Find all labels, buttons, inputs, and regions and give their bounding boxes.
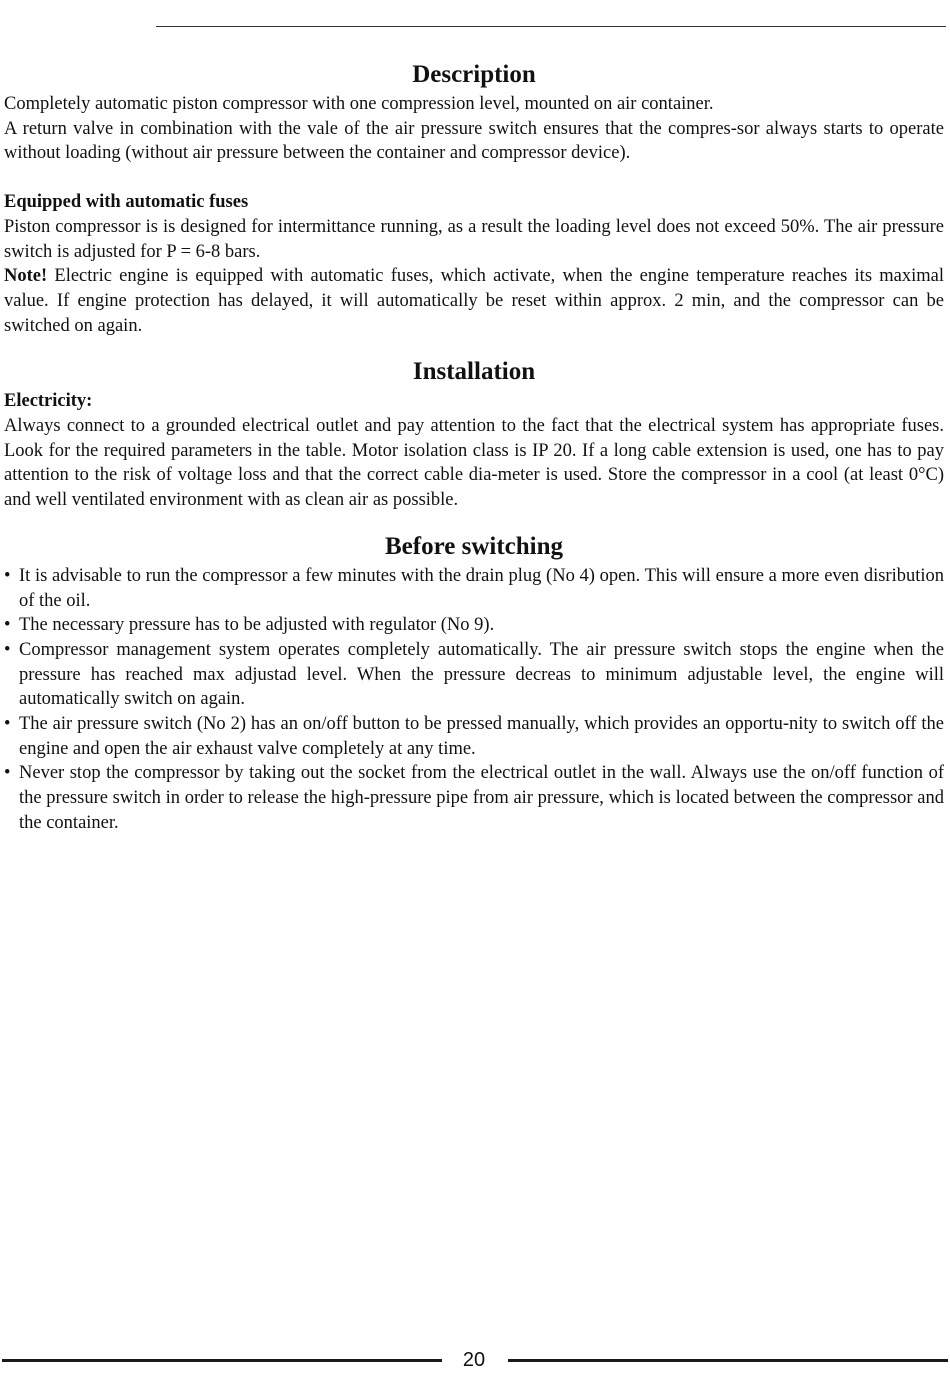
list-item-text: The air pressure switch (No 2) has an on/off button to be pressed manually, which provides an opportu-nity to switch off the engine and open the air exhaust valve completely at any time. — [19, 714, 944, 759]
header-rule — [156, 26, 946, 27]
list-item — [4, 761, 944, 835]
description-section — [4, 58, 944, 166]
fuses-section — [4, 190, 944, 338]
fuses-paragraph: Piston compressor is is designed for intermittance running, as a result the loading level does not exceed 50%. The air pressure switch is adjusted for P = 6-8 bars. — [4, 216, 944, 262]
before-switching-section — [4, 530, 944, 836]
note-text: Electric engine is equipped with automatic fuses, which activate, when the engine temperature reaches its maximal value. If engine protection has delayed, it will automatically be reset within approx. 2 min, and the compressor can be switched on again. — [4, 266, 944, 336]
list-item-text: It is advisable to run the compressor a few minutes with the drain plug (No 4) open. This will ensure a more even disribution of the oil. — [19, 565, 944, 611]
installation-section — [4, 355, 944, 513]
list-item — [4, 613, 944, 638]
bullet-icon: • — [4, 639, 11, 660]
description-paragraph-2: A return valve in combination with the vale of the air pressure switch ensures that the compres-sor always starts to operate without loading (without air pressure between the container and compressor device). — [4, 118, 944, 164]
description-paragraph-1: Completely automatic piston compressor with one compression level, mounted on air container. — [4, 94, 714, 114]
list-item — [4, 564, 944, 613]
description-heading: Description — [412, 61, 536, 88]
before-switching-heading: Before switching — [385, 532, 563, 560]
bullet-icon: • — [4, 763, 11, 784]
electricity-subheading: Electricity: — [4, 391, 93, 412]
bullet-icon: • — [4, 615, 11, 636]
before-switching-list — [4, 564, 944, 836]
bullet-icon: • — [4, 714, 11, 735]
list-item-text: The necessary pressure has to be adjusted with regulator (No 9). — [19, 615, 495, 636]
note-paragraph — [4, 264, 944, 338]
list-item — [4, 712, 944, 761]
list-item-text: Never stop the compressor by taking out the socket from the electrical outlet in the wall. Always use the on/off function of the pressure switch in order to release the high-pressure pipe from air pressure, which is located between the compressor and the container. — [19, 763, 944, 833]
list-item — [4, 638, 944, 712]
document-body — [4, 58, 944, 836]
footer-rule-left — [2, 1359, 442, 1362]
installation-heading: Installation — [412, 358, 536, 386]
footer-rule-right — [508, 1359, 948, 1362]
bullet-icon: • — [4, 565, 11, 586]
list-item-text: Compressor management system operates completely automatically. The air pressure switch stops the engine when the pressure has reached max adjustad level. When the pressure decreas to minimum adjustable level, the engine will automatically switch on again. — [19, 639, 944, 710]
page-number: 20 — [462, 1349, 486, 1371]
note-label: Note! — [4, 266, 48, 287]
page-footer — [0, 1346, 950, 1374]
fuses-heading: Equipped with automatic fuses — [4, 192, 249, 213]
installation-paragraph: Always connect to a grounded electrical outlet and pay attention to the fact that the electrical system has appropriate fuses. Look for the required parameters in the table. Motor isolation class is IP 20. If a long cable extension is used, one has to pay attention to the risk of voltage loss and that the correct cable dia-meter is used. Store the compressor in a cool (at least 0°C) and well ventilated environment with as clean air as possible. — [4, 416, 944, 511]
